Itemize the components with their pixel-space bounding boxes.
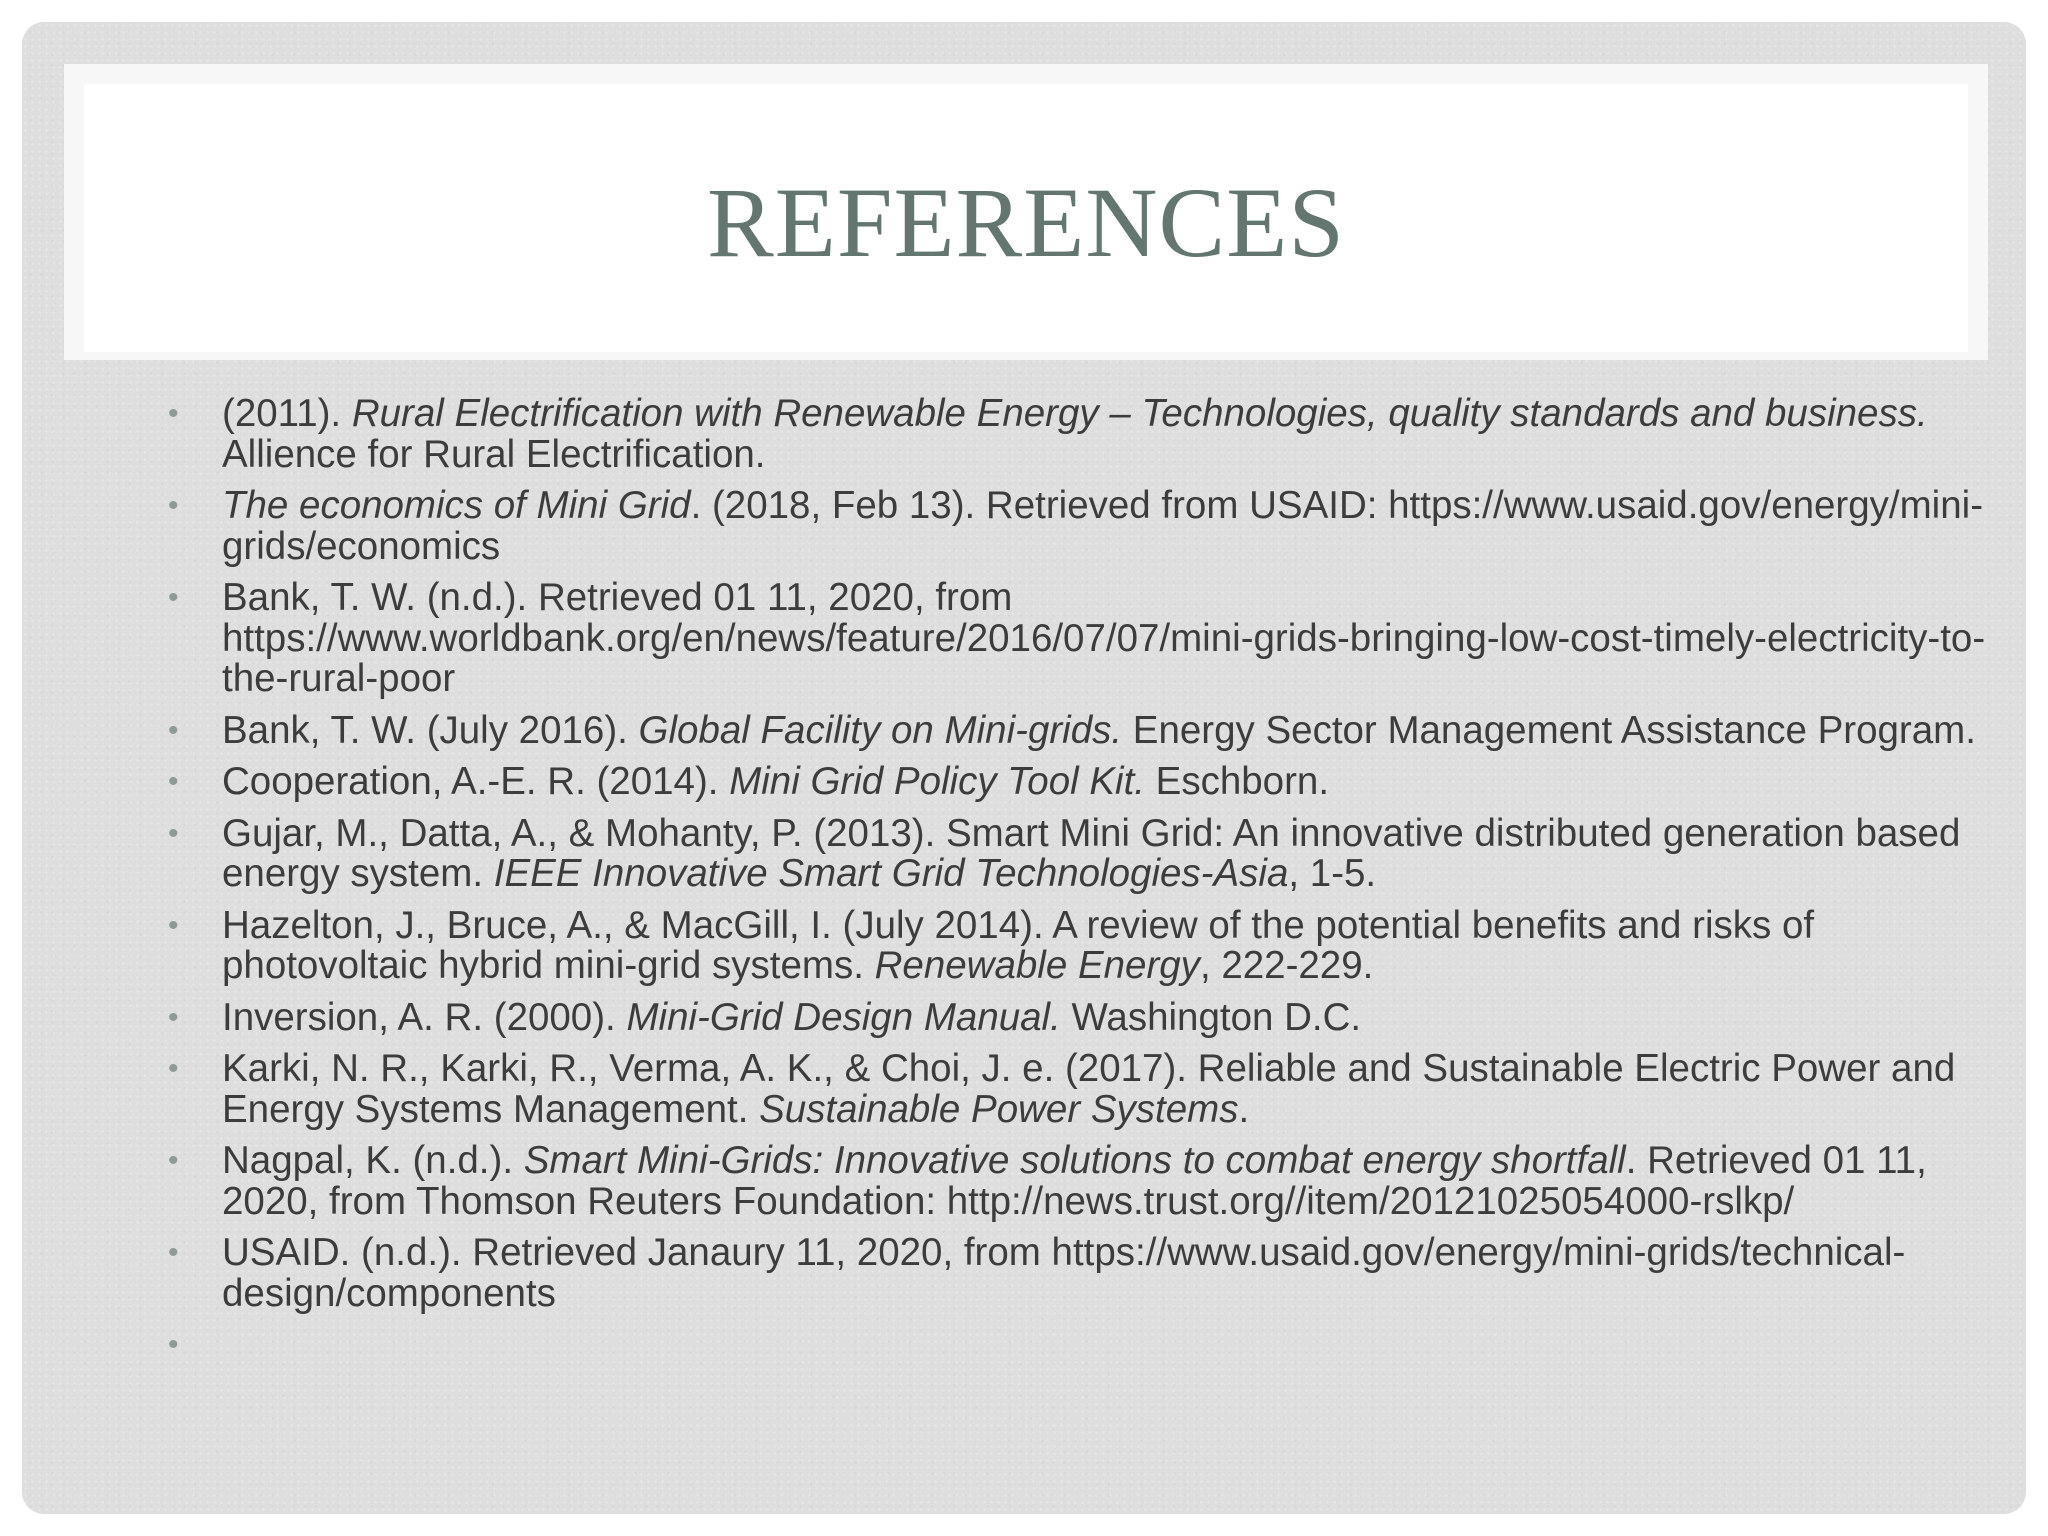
bullet-icon: • bbox=[168, 765, 179, 798]
reference-title: Mini-Grid Design Manual. bbox=[626, 995, 1061, 1039]
reference-text: Karki, N. R., Karki, R., Verma, A. K., & Choi, J. e. (2017). Reliable and Sustainable Electric Power and Energy Systems Management. bbox=[222, 1047, 1956, 1131]
reference-text: . bbox=[1238, 1087, 1250, 1131]
slide bbox=[22, 22, 2026, 1514]
bullet-icon: • bbox=[168, 489, 179, 522]
bullet-icon: • bbox=[168, 1236, 179, 1269]
reference-text: (2011). bbox=[222, 392, 352, 435]
reference-item bbox=[164, 903, 1994, 987]
reference-text: , 1-5. bbox=[1288, 852, 1377, 895]
reference-text: Nagpal, K. (n.d.). bbox=[222, 1139, 524, 1182]
reference-text: Eschborn. bbox=[1144, 760, 1330, 803]
reference-item bbox=[164, 1141, 1994, 1222]
reference-text: Gujar, M., Datta, A., & Mohanty, P. (2013). Smart Mini Grid: An innovative distributed generation based energy system. bbox=[222, 811, 1961, 895]
reference-text: , 222-229. bbox=[1199, 944, 1374, 987]
reference-item bbox=[164, 811, 1994, 895]
reference-item bbox=[164, 1049, 1994, 1130]
bullet-icon: • bbox=[168, 1144, 179, 1177]
reference-title: Renewable Energy bbox=[874, 944, 1200, 987]
reference-item bbox=[164, 1233, 1994, 1314]
reference-item bbox=[164, 1325, 1994, 1365]
reference-text: Hazelton, J., Bruce, A., & MacGill, I. (July 2014). A review of the potential benefits and risks of photovoltaic hybrid mini-grid systems. bbox=[222, 903, 1815, 987]
reference-item bbox=[164, 708, 1994, 752]
reference-text: USAID. (n.d.). Retrieved Janaury 11, 2020, from https://www.usaid.gov/energy/mini-grids/technical-design/components bbox=[222, 1231, 1906, 1315]
reference-text: . (2018, Feb 13). Retrieved from USAID: https://www.usaid.gov/energy/mini-grids/economics bbox=[222, 484, 1984, 568]
reference-item bbox=[164, 762, 1994, 803]
reference-title: Rural Electrification with Renewable Energy – Technologies, quality standards and business. bbox=[351, 392, 1928, 435]
reference-title: The economics of Mini Grid bbox=[222, 484, 691, 527]
reference-title: Smart Mini-Grids: Innovative solutions to combat energy shortfall bbox=[523, 1139, 1626, 1182]
reference-text: Bank, T. W. (July 2016). bbox=[222, 708, 639, 752]
bullet-icon: • bbox=[168, 816, 179, 850]
bullet-icon: • bbox=[168, 1000, 179, 1034]
reference-title: Global Facility on Mini-grids. bbox=[638, 708, 1123, 752]
reference-text: Cooperation, A.-E. R. (2014). bbox=[222, 760, 730, 803]
bullet-icon: • bbox=[168, 397, 179, 430]
bullet-icon: • bbox=[168, 1328, 179, 1361]
reference-text: . Retrieved 01 11, 2020, from Thomson Reuters Foundation: http://news.trust.org//item/20121025054000-rslkp/ bbox=[222, 1139, 1927, 1223]
reference-item bbox=[164, 394, 1994, 475]
reference-title: IEEE Innovative Smart Grid Technologies-Asia bbox=[493, 852, 1289, 895]
reference-text: Bank, T. W. (n.d.). Retrieved 01 11, 2020, from https://www.worldbank.org/en/news/feature/2016/07/07/mini-grids-bringing-low-cost-timely-electricity-to-the-rural-poor bbox=[222, 576, 1986, 700]
reference-title: Mini Grid Policy Tool Kit. bbox=[729, 760, 1145, 803]
reference-text: Washington D.C. bbox=[1060, 995, 1362, 1039]
bullet-icon: • bbox=[168, 1052, 179, 1085]
reference-text: Allience for Rural Electrification. bbox=[222, 432, 766, 476]
title-box bbox=[84, 84, 1968, 352]
reference-item bbox=[164, 486, 1994, 567]
slide-title: REFERENCES bbox=[707, 166, 1345, 278]
reference-text: Energy Sector Management Assistance Program. bbox=[1122, 708, 1976, 752]
reference-list bbox=[164, 394, 1994, 1376]
bullet-icon: • bbox=[168, 908, 179, 942]
bullet-icon: • bbox=[168, 713, 179, 747]
bullet-icon: • bbox=[168, 581, 179, 614]
reference-title: Sustainable Power Systems bbox=[759, 1087, 1239, 1131]
reference-item bbox=[164, 995, 1994, 1039]
reference-item bbox=[164, 578, 1994, 700]
reference-text: Inversion, A. R. (2000). bbox=[222, 995, 627, 1039]
